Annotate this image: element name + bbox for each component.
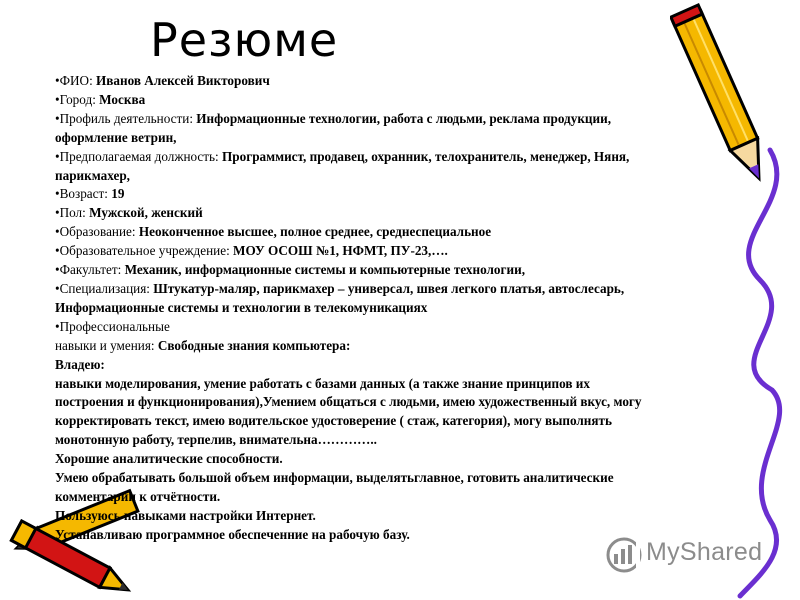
line-value: Мужской, женский <box>89 205 203 221</box>
watermark-text: MyShared <box>646 538 763 566</box>
line-label: •Образовательное учреждение: <box>55 243 230 259</box>
resume-line <box>55 375 755 394</box>
resume-line <box>55 91 755 110</box>
resume-line <box>55 337 755 356</box>
line-value: Свободные знания компьютера: <box>157 337 351 353</box>
line-label: •Профиль деятельности: <box>55 110 193 126</box>
line-value: 19 <box>111 186 125 202</box>
resume-line <box>55 167 755 186</box>
line-label: •Образование: <box>55 224 136 240</box>
resume-line <box>55 431 755 450</box>
line-label: •Пол: <box>55 205 86 221</box>
resume-line <box>55 412 755 431</box>
resume-line <box>55 507 755 526</box>
resume-line <box>55 488 755 507</box>
line-value: Программист, продавец, охранник, телохранитель, менеджер, Няня, <box>222 148 630 164</box>
line-label: •Город: <box>55 91 96 107</box>
resume-line <box>55 242 755 261</box>
line-label: •Факультет: <box>55 262 122 278</box>
resume-line <box>55 261 755 280</box>
resume-line <box>55 204 755 223</box>
resume-line <box>55 450 755 469</box>
resume-line <box>55 469 755 488</box>
resume-line <box>55 356 755 375</box>
line-value: МОУ ОСОШ №1, НФМТ, ПУ-23,…. <box>233 243 448 259</box>
line-value: Умею обрабатывать большой объем информации, выделятьглавное, готовить аналитические <box>55 470 614 486</box>
line-value: Устанавливаю программное обеспеченние на рабочую базу. <box>55 526 410 542</box>
resume-line <box>55 318 755 337</box>
resume-line <box>55 223 755 242</box>
line-value: Информационные технологии, работа с людьми, реклама продукции, <box>196 110 612 126</box>
line-label: •Предполагаемая должность: <box>55 148 219 164</box>
line-value: Пользуюсь навыками настройки Интернет. <box>55 507 316 523</box>
resume-line <box>55 280 755 299</box>
line-value: Москва <box>99 91 146 107</box>
resume-body <box>55 72 755 545</box>
resume-line <box>55 148 755 167</box>
line-value: Иванов Алексей Викторович <box>96 73 270 88</box>
line-value: построения и функционирования),Умением общаться с людьми, имею художественный вкус, могу <box>55 394 642 410</box>
line-label: навыки и умения: <box>55 337 155 353</box>
line-value: комментарии к отчётности. <box>55 488 221 504</box>
line-value: навыки моделирования, умение работать с базами данных (а также знание принципов их <box>55 375 590 391</box>
resume-line <box>55 185 755 204</box>
line-value: Штукатур-маляр, парикмахер – универсал, швея легкого платья, автослесарь, <box>153 280 625 296</box>
line-value: оформление ветрин, <box>55 129 177 145</box>
slide-title: Резюме <box>150 13 339 67</box>
resume-line <box>55 72 755 91</box>
line-label: •ФИО: <box>55 73 93 88</box>
myshared-logo-icon <box>606 537 642 573</box>
line-value: Информационные системы и технологии в телекомуникациях <box>55 299 428 315</box>
line-label: •Возраст: <box>55 186 108 202</box>
line-value: Неоконченное высшее, полное среднее, среднеспециальное <box>138 224 492 240</box>
line-value: парикмахер, <box>55 167 130 183</box>
line-value: Механик, информационные системы и компьютерные технологии, <box>124 262 525 278</box>
resume-line <box>55 110 755 129</box>
resume-line <box>55 393 755 412</box>
line-value: Владею: <box>55 356 105 372</box>
resume-line <box>55 129 755 148</box>
line-label: •Профессиональные <box>55 318 170 334</box>
line-value: корректировать текст, имею водительское удостоверение ( стаж, категория), могу выполнять <box>55 413 612 429</box>
myshared-watermark <box>606 537 776 573</box>
line-label: •Специализация: <box>55 280 150 296</box>
line-value: монотонную работу, терпелив, внимательна………….. <box>55 432 377 448</box>
line-value: Хорошие аналитические способности. <box>55 451 283 467</box>
resume-line <box>55 299 755 318</box>
